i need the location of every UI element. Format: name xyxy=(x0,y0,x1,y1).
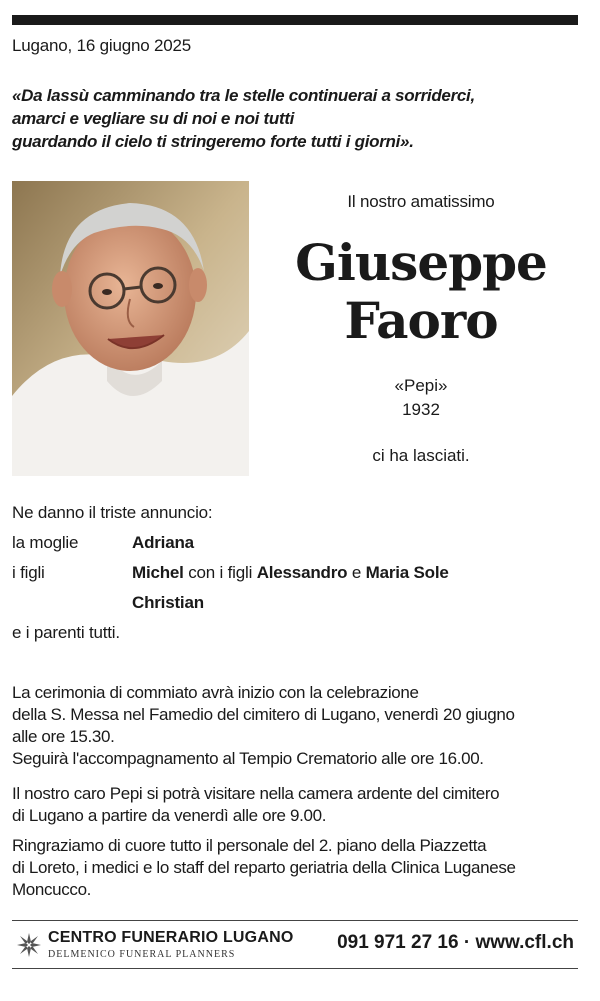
funeral-home-subtitle: DELMENICO FUNERAL PLANNERS xyxy=(48,949,236,960)
deceased-name xyxy=(262,234,580,350)
quote-line: «Da lassù camminando tra le stelle continuerai a sorriderci, xyxy=(12,86,475,105)
first-name: Giuseppe xyxy=(295,233,547,292)
intro-text: Il nostro amatissimo xyxy=(347,192,495,211)
memorial-quote xyxy=(12,84,572,153)
nickname-block xyxy=(266,374,576,422)
birth-year: 1932 xyxy=(402,400,440,419)
quote-line: amarci e vegliare su di noi e noi tutti xyxy=(12,109,295,128)
relation-label: i figli xyxy=(12,563,45,582)
mourner-name: Adriana xyxy=(132,533,194,552)
text-line: Moncucco. xyxy=(12,880,92,899)
mourner-name: Christian xyxy=(132,593,204,612)
nickname: «Pepi» xyxy=(394,376,448,395)
text-line: La cerimonia di commiato avrà inizio con la celebrazione xyxy=(12,683,419,702)
funeral-home-name: CENTRO FUNERARIO LUGANO xyxy=(48,929,294,946)
mourner-name: Alessandro xyxy=(256,563,348,582)
join-text: e xyxy=(347,563,366,582)
quote-line: guardando il cielo ti stringeremo forte tutti i giorni». xyxy=(12,132,414,151)
ceremony-paragraph xyxy=(12,682,587,770)
visitation-paragraph xyxy=(12,783,587,827)
relation-label: la moglie xyxy=(12,533,79,552)
funeral-home-footer xyxy=(12,924,578,968)
mourner-name: Maria Sole xyxy=(365,563,449,582)
join-text: con i figli xyxy=(183,563,257,582)
children-line xyxy=(132,563,449,583)
announcement-heading: Ne danno il triste annuncio: xyxy=(12,503,213,522)
text-line: di Loreto, i medici e lo staff del reparto geriatria della Clinica Luganese xyxy=(12,858,516,877)
top-rule xyxy=(12,15,578,25)
cfl-logo-icon xyxy=(16,932,42,958)
text-line: Il nostro caro Pepi si potrà visitare nella camera ardente del cimitero xyxy=(12,784,500,803)
thanks-paragraph xyxy=(12,835,587,901)
contact-info: 091 971 27 16 · www.cfl.ch xyxy=(337,932,574,953)
text-line: Seguirà l'accompagnamento al Tempio Crematorio alle ore 16.00. xyxy=(12,749,484,768)
place-date: Lugano, 16 giugno 2025 xyxy=(12,36,191,55)
portrait-photo xyxy=(12,181,249,476)
text-line: della S. Messa nel Famedio del cimitero di Lugano, venerdì 20 giugno xyxy=(12,705,515,724)
relatives-line: e i parenti tutti. xyxy=(12,623,120,642)
mourner-name: Michel xyxy=(132,563,184,582)
text-line: Ringraziamo di cuore tutto il personale del 2. piano della Piazzetta xyxy=(12,836,487,855)
footer-top-rule xyxy=(12,920,578,921)
passed-away-text: ci ha lasciati. xyxy=(372,446,470,465)
text-line: alle ore 15.30. xyxy=(12,727,115,746)
footer-bottom-rule xyxy=(12,968,578,969)
last-name: Faoro xyxy=(344,291,498,350)
text-line: di Lugano a partire da venerdì alle ore 9.00. xyxy=(12,806,327,825)
